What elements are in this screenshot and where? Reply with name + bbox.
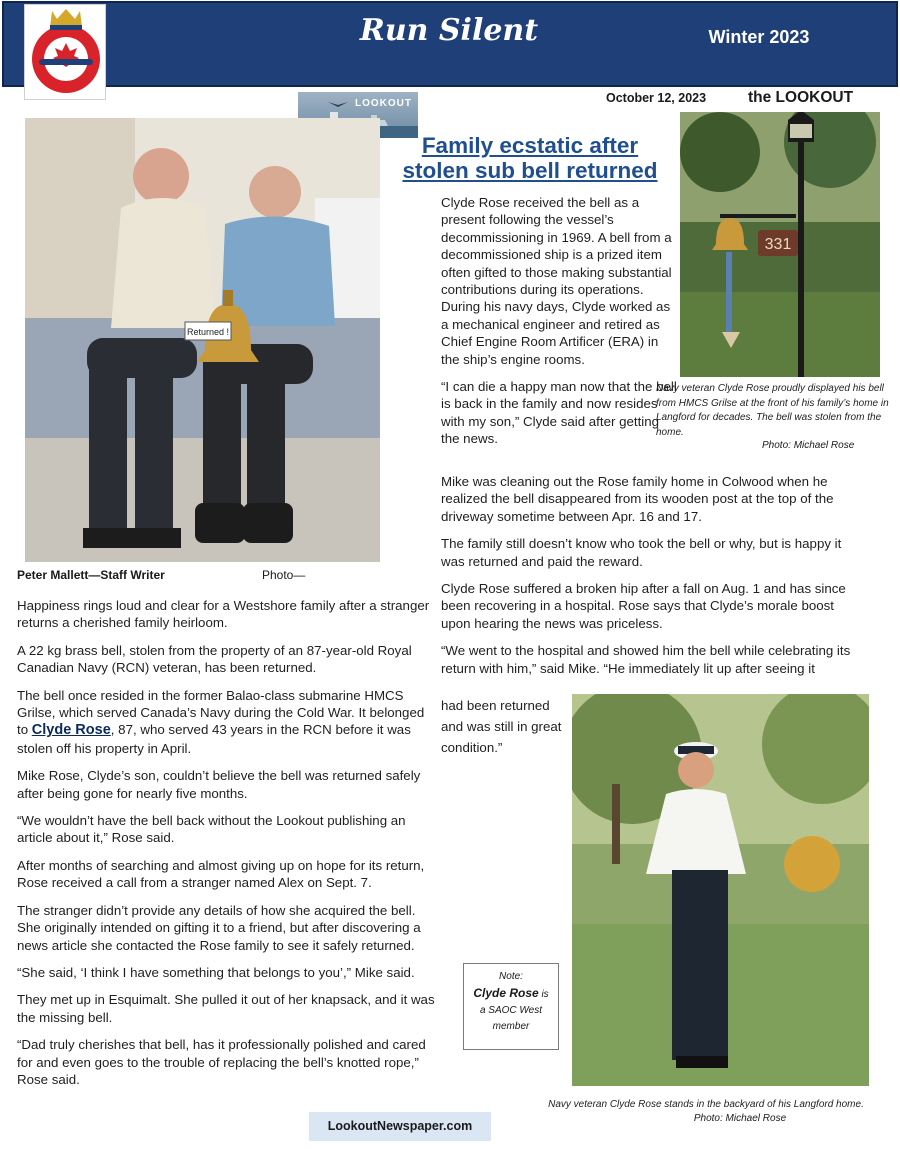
bell-post-photo xyxy=(680,112,880,377)
lookout-logo-text: LOOKOUT xyxy=(355,98,412,109)
backyard-scene-illustration xyxy=(572,694,869,1086)
bell-post-caption: Navy veteran Clyde Rose proudly displayed his bell from HMCS Grilse at the front of his family’s home in Langford for decades. The bell was stolen from the home. xyxy=(656,383,889,438)
paragraph: A 22 kg brass bell, stolen from the property of an 87-year-old Royal Canadian Navy (RCN) veteran, has been returned. xyxy=(17,642,412,676)
publication-name: the LOOKOUT xyxy=(748,89,854,106)
bell-post-credit: Photo: Michael Rose xyxy=(762,440,855,451)
newsletter-title: Run Silent xyxy=(359,13,539,48)
paragraph: The stranger didn’t provide any details of how she acquired the bell. She originally intended on gifting it to a friend, but after discovering a news article she contacted the Rose family to see it safely returned. xyxy=(17,902,421,953)
bell-post-scene-illustration xyxy=(680,112,880,377)
paragraph: “We went to the hospital and showed him the bell while celebrating its return with him,” said Mike. “He immediately lit up after seeing it xyxy=(441,643,851,676)
publication-date: October 12, 2023 xyxy=(606,91,707,105)
post-number-text: 331 xyxy=(764,236,792,253)
issue-label: Winter 2023 xyxy=(708,27,810,47)
hospital-photo-credit: Photo— xyxy=(262,568,306,582)
paragraph: After months of searching and almost giving up on hope for its return, Rose received a call from a stranger named Alex on Sept. 7. xyxy=(17,857,425,891)
paragraph: “I can die a happy man now that the bell is back in the family and now resides with my son,” Clyde said after getting the news. xyxy=(441,379,677,447)
association-crest xyxy=(24,4,106,100)
paragraph: Happiness rings loud and clear for a Westshore family after a stranger returns a cherished family heirloom. xyxy=(17,598,430,631)
newspaper-website-link[interactable]: LookoutNewspaper.com xyxy=(309,1112,491,1141)
hospital-photo xyxy=(25,118,380,562)
note-box xyxy=(463,963,559,1050)
article-headline: Family ecstatic after stolen sub bell returned xyxy=(402,133,658,183)
note-suffix: is xyxy=(538,989,549,1000)
article-body-left xyxy=(17,597,437,1098)
note-line xyxy=(464,985,558,1003)
paragraph: The family still doesn’t know who took the bell or why, but is happy it was returned and paid the reward. xyxy=(441,536,842,569)
paragraph: Clyde Rose received the bell as a present following the vessel’s decommissioning in 1969. A bell from a decommissioned ship is a prized item often gifted to those making substantial contributions during its operations. During his navy days, Clyde worked as a mechanical engineer and retired as Chief Engine Room Artificer (ERA) in the ship’s engine rooms. xyxy=(441,195,672,367)
paragraph-text: The bell once resided in the former Balao-class submarine HMCS Grilse, which served Canada’s Navy during the Cold War. It belonged to xyxy=(17,687,425,738)
backyard-credit: Photo: Michael Rose xyxy=(693,1113,787,1124)
paragraph xyxy=(17,687,437,758)
article-body-narrow: had been returned and was still in great condition.” xyxy=(441,698,562,755)
crest-emblem-icon xyxy=(25,5,107,101)
backyard-caption: Navy veteran Clyde Rose stands in the backyard of his Langford home. xyxy=(548,1099,864,1110)
article-body-middle xyxy=(441,194,677,458)
paragraph: “We wouldn’t have the bell back without the Lookout publishing an article about it,” Rose said. xyxy=(17,813,406,846)
paragraph: Mike was cleaning out the Rose family home in Colwood when he realized the bell disappeared from its wooden post at the top of the driveway sometime between Apr. 16 and 17. xyxy=(441,474,834,524)
clyde-rose-link[interactable]: Clyde Rose xyxy=(31,722,111,739)
paragraph-text: , 87, who served 43 years in the RCN before it was stolen off his property in April. xyxy=(17,722,411,756)
paragraph: Mike Rose, Clyde’s son, couldn’t believe the bell was returned safely after being gone for nearly five months. xyxy=(17,768,421,801)
header-banner xyxy=(2,1,898,87)
backyard-photo xyxy=(572,694,869,1086)
paragraph: They met up in Esquimalt. She pulled it out of her knapsack, and it was the missing bell. xyxy=(17,992,435,1025)
note-label: Note: xyxy=(499,971,523,982)
hospital-scene-illustration xyxy=(25,118,380,562)
paragraph: “She said, ‘I think I have something that belongs to you’,” Mike said. xyxy=(17,964,415,980)
paragraph: Clyde Rose suffered a broken hip after a fall on Aug. 1 and has since been recovering in a hospital. Rose says that Clyde’s morale boost upon hearing the news was priceless. xyxy=(441,581,846,631)
article-byline: Peter Mallett—Staff Writer xyxy=(17,568,165,582)
bell-sign-text: Returned ! xyxy=(186,327,230,337)
article-body-right xyxy=(441,473,863,687)
paragraph: “Dad truly cherishes that bell, has it professionally polished and cared for and even goes to the trouble of replacing the bell’s knotted rope,” Rose said. xyxy=(17,1037,426,1087)
note-rest: a SAOC West member xyxy=(479,1005,543,1032)
note-name: Clyde Rose xyxy=(473,986,539,1000)
